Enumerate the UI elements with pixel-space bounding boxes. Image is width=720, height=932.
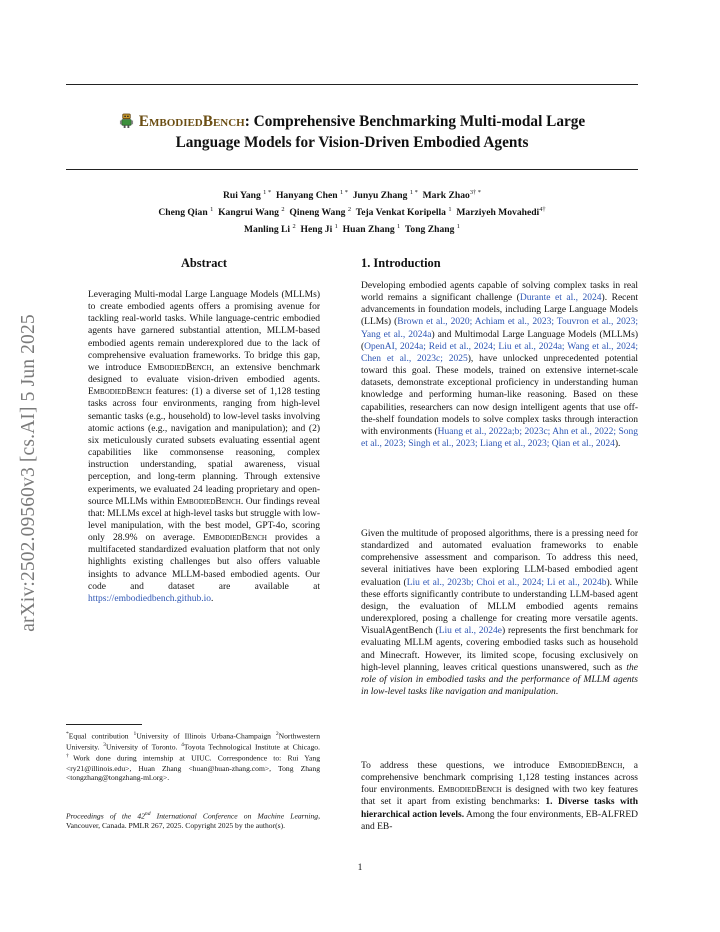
robot-logo-icon bbox=[119, 113, 134, 128]
title-line-2: Language Models for Vision-Driven Embodied Agents bbox=[175, 134, 529, 151]
affiliation-mark: 2 bbox=[347, 206, 352, 214]
author: Rui Yang bbox=[223, 190, 261, 202]
author-line-1 bbox=[66, 186, 638, 203]
author-line-2 bbox=[66, 203, 638, 220]
affiliation-mark: 1 bbox=[397, 223, 401, 231]
author: Qineng Wang bbox=[289, 207, 346, 219]
title-rule-top bbox=[66, 84, 638, 85]
affiliation-mark: 1 bbox=[210, 206, 214, 214]
citation-link[interactable]: Huang et al., 2022a;b; 2023c; Ahn et al., 2022; Song et al., 2023; Singh et al., 2023; Liang et al., 2023; Qian et al., 2024 bbox=[361, 426, 638, 450]
affiliation-mark: 2 bbox=[281, 206, 285, 214]
author: Manling Li bbox=[243, 224, 291, 236]
citation-link[interactable]: OpenAI, 2024a; Reid et al., 2024; Liu et al., 2024a; Wang et al., 2024; Chen et al., 2023c; 2025 bbox=[361, 341, 638, 364]
author-line-3 bbox=[66, 220, 638, 237]
affiliation-mark: 1 * bbox=[263, 189, 272, 196]
affiliation-mark: 1 bbox=[448, 206, 452, 214]
citation-link[interactable]: Liu et al., 2023b; Choi et al., 2024; Li et al., 2024b bbox=[406, 577, 607, 588]
title-rule-bottom bbox=[66, 169, 638, 170]
affiliation-mark: 1 * bbox=[409, 189, 418, 196]
affiliation-mark: 1 * bbox=[339, 189, 348, 196]
footnote-rule bbox=[66, 724, 142, 725]
footnote-affiliations: *Equal contribution $^1$University of Illinois Urbana-Champaign $^2$Northwestern University. $^3$University of Toronto. $^4$Toyota Technological Institute at Chicago. †Work done during internship at UIUC. Correspondence to: Rui Yang <ry21@illinois.edu>, Huan Zhang <huan@huan-zhang.com>, Tong Zhang <tongzhang@tongzhang-ml.org>. bbox=[66, 731, 320, 783]
affiliation-mark: 3† * bbox=[469, 189, 481, 196]
arxiv-stamp: arXiv:2502.09560v3 [cs.AI] 5 Jun 2025 bbox=[18, 313, 39, 632]
affiliation-mark: 1 bbox=[456, 223, 460, 231]
author-list bbox=[66, 186, 638, 238]
intro-paragraph-1: Developing embodied agents capable of solving complex tasks in real world remains a significant challenge (Durante et al., 2024). Recent advancements in foundation models, including Large Language Models (LLMs) (Brown et al., 2020; Achiam et al., 2023; Touvron et al., 2023; Yang et al., 2024a) and Multimodal Large Language Models (MLLMs) (OpenAI, 2024a; Reid et al., 2024; Liu et al., 2024a; Wang et al., 2024; Chen et al., 2023c; 2025), have unlocked unprecedented potential toward this goal. These models, trained on extensive internet-scale datasets, demonstrate exceptional proficiency in understanding human knowledge and performing human-like reasoning. Based on these capabilities, researchers can now design intelligent agents that use off-the-shelf foundation models to solve complex tasks through interaction with environments (Huang et al., 2022a;b; 2023c; Ahn et al., 2022; Song et al., 2023; Singh et al., 2023; Liang et al., 2023; Qian et al., 2024). bbox=[361, 281, 639, 450]
proceedings-note: Proceedings of the 42nd International Conference on Machine Learning, Vancouver, Canada. PMLR 267, 2025. Copyright 2025 by the author(s). bbox=[66, 811, 320, 831]
author: Tong Zhang bbox=[404, 224, 455, 236]
author: Teja Venkat Koripella bbox=[355, 207, 446, 219]
introduction-heading: 1. Introduction bbox=[361, 256, 441, 270]
intro-paragraph-2: Given the multitude of proposed algorithms, there is a pressing need for standardized and automated evaluation frameworks to enable comprehensive assessment and comparison. To address this need, several initiatives have been exploring LLM-based embodied agent evaluation (Liu et al., 2023b; Choi et al., 2024; Li et al., 2024b). While these efforts significantly contribute to understanding LLM-based agent design, the evaluation of MLLM embodied agents remains underexplored, posing a challenge for creating more versatile agents. VisualAgentBench (Liu et al., 2024e) represents the first benchmark for evaluating MLLM agents, covering embodied tasks such as household and Minecraft. However, its limited scope, focusing exclusively on high-level planning, leaves critical questions unanswered, such as the role of vision in embodied tasks and the performance of MLLM agents in low-level tasks like navigation and manipulation. bbox=[361, 529, 638, 698]
title-line-1: : Comprehensive Benchmarking Multi-modal Large bbox=[244, 113, 586, 130]
paper-title bbox=[66, 111, 638, 153]
author: Hanyang Chen bbox=[275, 190, 338, 202]
page-number: 1 bbox=[357, 862, 363, 873]
benchmark-name: EmbodiedBench bbox=[138, 113, 245, 130]
abstract-body: Leveraging Multi-modal Large Language Models (MLLMs) to create embodied agents offers a promising avenue for tackling real-world tasks. While language-centric embodied agents have garnered substantial attention, MLLM-based embodied agents remain underexplored due to the lack of comprehensive evaluation frameworks. To bridge this gap, we introduce EmbodiedBench, an extensive benchmark designed to evaluate vision-driven embodied agents. EmbodiedBench features: (1) a diverse set of 1,128 testing tasks across four environments, ranging from high-level semantic tasks (e.g., household) to low-level tasks involving atomic actions (e.g., navigation and manipulation); and (2) six meticulously curated subsets evaluating essential agent capabilities like commonsense reasoning, complex instruction understanding, spatial awareness, visual perception, and long-term planning. Through extensive experiments, we evaluated 24 leading proprietary and open-source MLLMs within EmbodiedBench. Our findings reveal that: MLLMs excel at high-level tasks but struggle with low-level manipulation, with the best model, GPT-4o, scoring only 28.9% on average. EmbodiedBench provides a multifaceted standardized evaluation platform that not only highlights existing challenges but also offers valuable insights to advance MLLM-based embodied agents. Our code and dataset are available at https://embodiedbench.github.io. bbox=[88, 290, 321, 604]
citation-link[interactable]: Durante et al., 2024 bbox=[519, 293, 602, 304]
author: Marziyeh Movahedi bbox=[456, 207, 540, 219]
author: Heng Ji bbox=[300, 224, 333, 236]
author: Kangrui Wang bbox=[218, 207, 279, 219]
citation-link[interactable]: Liu et al., 2024e bbox=[438, 626, 503, 637]
affiliation-mark: 4† bbox=[539, 206, 546, 214]
author: Huan Zhang bbox=[342, 224, 395, 236]
citation-link[interactable]: Brown et al., 2020; Achiam et al., 2023; Touvron et al., 2023; Yang et al., 2024a bbox=[361, 317, 638, 340]
affiliation-mark: 2 bbox=[292, 223, 296, 231]
intro-paragraph-3: To address these questions, we introduce EmbodiedBench, a comprehensive benchmark comprising 1,128 testing instances across four environments. EmbodiedBench is designed with two key features that set it apart from existing benchmarks: 1. Diverse tasks with hierarchical action levels. Among the four environments, EB-ALFRED and EB- bbox=[361, 761, 639, 832]
affiliation-mark: 1 bbox=[334, 223, 338, 231]
author: Junyu Zhang bbox=[352, 190, 408, 202]
project-link[interactable]: https://embodiedbench.github.io bbox=[88, 593, 211, 604]
author: Mark Zhao bbox=[422, 190, 470, 202]
author: Cheng Qian bbox=[158, 207, 208, 219]
abstract-heading: Abstract bbox=[180, 256, 228, 270]
